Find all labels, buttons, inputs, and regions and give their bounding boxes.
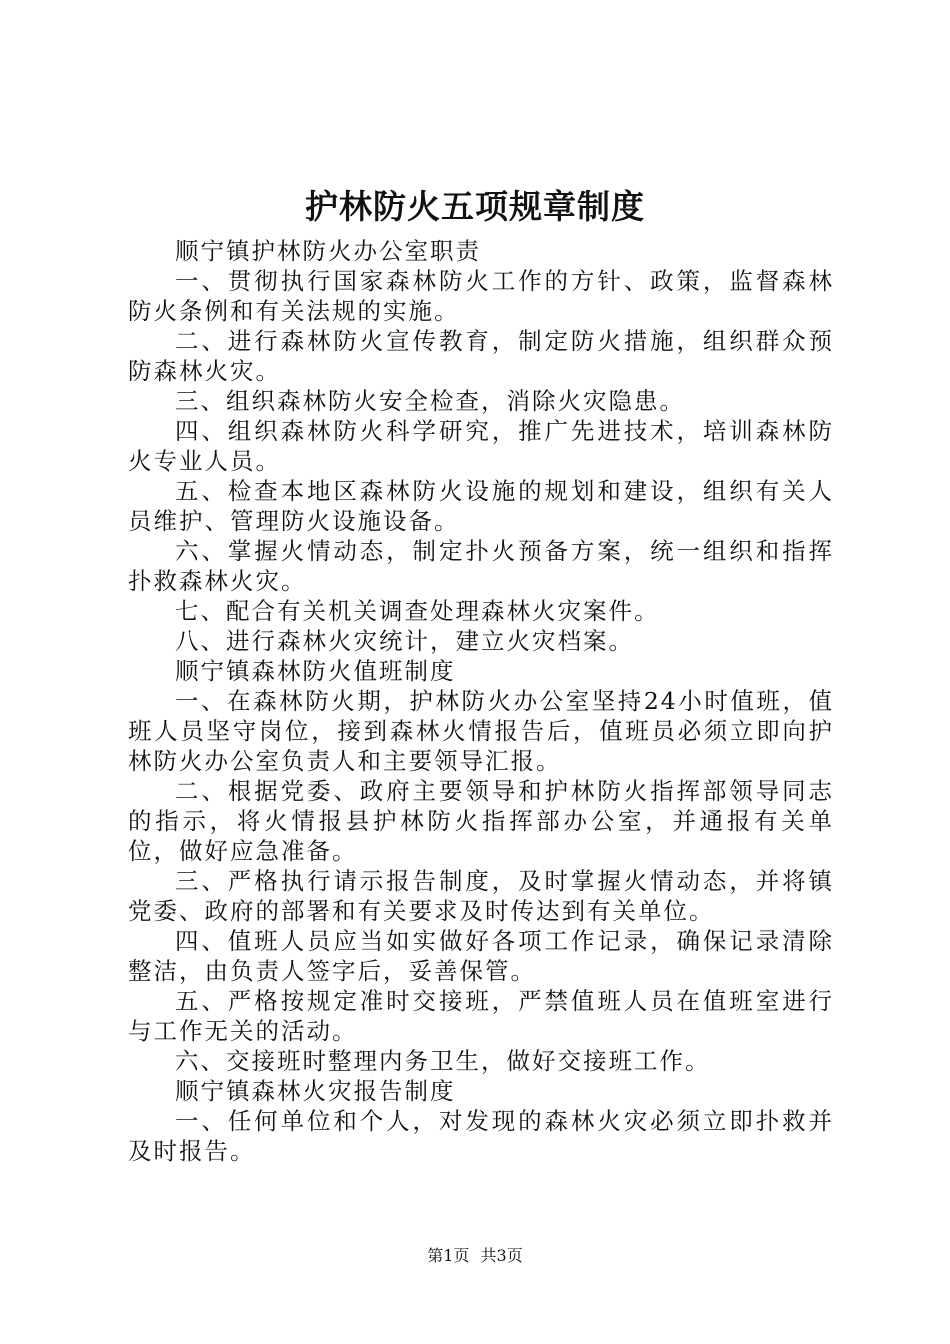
page-number: 第1页 [427, 1246, 470, 1265]
paragraph: 五、检查本地区森林防火设施的规划和建设，组织有关人员维护、管理防火设施设备。 [128, 477, 834, 535]
paragraph: 五、严格按规定准时交接班，严禁值班人员在值班室进行与工作无关的活动。 [128, 987, 834, 1045]
paragraph: 六、交接班时整理内务卫生，做好交接班工作。 [175, 1047, 711, 1075]
document-title: 护林防火五项规章制度 [305, 187, 645, 226]
paragraph: 二、进行森林防火宣传教育，制定防火措施，组织群众预防森林火灾。 [128, 327, 834, 385]
paragraph: 七、配合有关机关调查处理森林火灾案件。 [175, 597, 660, 625]
document-body [128, 236, 834, 1166]
page-total: 共3页 [480, 1246, 523, 1265]
paragraph: 四、值班人员应当如实做好各项工作记录，确保记录清除整洁，由负责人签字后，妥善保管。 [128, 927, 834, 985]
page-footer [0, 1246, 950, 1266]
paragraph: 六、掌握火情动态，制定扑火预备方案，统一组织和指挥扑救森林火灾。 [128, 537, 834, 595]
paragraph: 一、在森林防火期，护林防火办公室坚持24小时值班，值班人员坚守岗位，接到森林火情报告后，值班员必须立即向护林防火办公室负责人和主要领导汇报。 [128, 687, 834, 775]
paragraph: 三、组织森林防火安全检查，消除火灾隐患。 [175, 387, 685, 415]
section-heading: 顺宁镇森林火灾报告制度 [175, 1077, 456, 1105]
section-heading: 顺宁镇护林防火办公室职责 [175, 237, 481, 265]
paragraph: 八、进行森林火灾统计，建立火灾档案。 [175, 627, 634, 655]
section-heading: 顺宁镇森林防火值班制度 [175, 657, 456, 685]
paragraph: 三、严格执行请示报告制度，及时掌握火情动态，并将镇党委、政府的部署和有关要求及时传达到有关单位。 [128, 867, 834, 925]
paragraph: 一、任何单位和个人，对发现的森林火灾必须立即扑救并及时报告。 [128, 1107, 834, 1165]
paragraph: 四、组织森林防火科学研究，推广先进技术，培训森林防火专业人员。 [128, 417, 834, 475]
paragraph: 一、贯彻执行国家森林防火工作的方针、政策，监督森林防火条例和有关法规的实施。 [128, 267, 834, 325]
paragraph: 二、根据党委、政府主要领导和护林防火指挥部领导同志的指示，将火情报县护林防火指挥部办公室，并通报有关单位，做好应急准备。 [128, 777, 834, 865]
